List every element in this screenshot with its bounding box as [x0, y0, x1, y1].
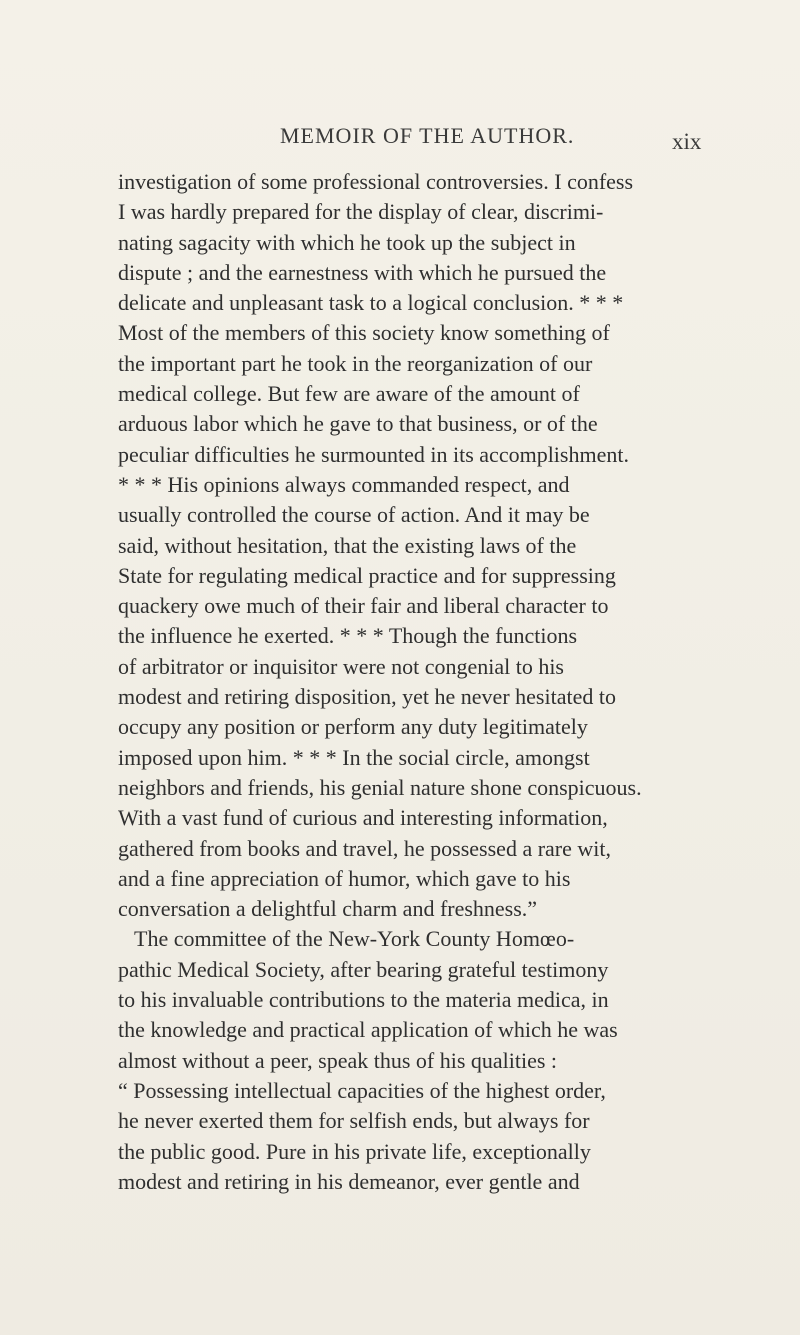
text-line: pathic Medical Society, after bearing grateful testimony	[118, 956, 609, 982]
text-line: and a fine appreciation of humor, which gave to his	[118, 865, 571, 891]
running-head	[0, 123, 800, 163]
text-line: investigation of some professional controversies. I confess	[118, 169, 634, 194]
text-line: modest and retiring disposition, yet he never hesitated to	[118, 684, 616, 710]
text-line: usually controlled the course of action. And it may be	[118, 502, 590, 528]
text-line: conversation a delightful charm and freshness.”	[118, 896, 538, 922]
text-line: I was hardly prepared for the display of clear, discrimi-	[118, 199, 604, 225]
paragraph-start-line: The committee of the New-York County Homœo-	[134, 926, 575, 952]
text-line: of arbitrator or inquisitor were not congenial to his	[118, 653, 564, 679]
text-line: the influence he exerted. * * * Though the functions	[118, 623, 578, 649]
text-line: almost without a peer, speak thus of his qualities :	[118, 1047, 558, 1073]
text-line: nating sagacity with which he took up the subject in	[118, 229, 576, 255]
text-line: neighbors and friends, his genial nature shone conspicuous.	[118, 774, 642, 800]
text-line: * * * His opinions always commanded respect, and	[118, 471, 570, 497]
text-line: he never exerted them for selfish ends, but always for	[118, 1108, 590, 1134]
text-line: With a vast fund of curious and interesting information,	[118, 805, 608, 831]
text-line: delicate and unpleasant task to a logical conclusion. * * *	[118, 290, 624, 316]
text-line: medical college. But few are aware of the amount of	[118, 381, 580, 407]
text-line: Most of the members of this society know something of	[118, 320, 610, 346]
running-head-title: MEMOIR OF THE AUTHOR.	[280, 123, 575, 148]
text-line: modest and retiring in his demeanor, ever gentle and	[118, 1168, 580, 1194]
text-line: occupy any position or perform any duty legitimately	[118, 714, 588, 740]
text-line: quackery owe much of their fair and liberal character to	[118, 593, 609, 619]
body-text	[118, 167, 712, 1257]
text-line: gathered from books and travel, he possessed a rare wit,	[118, 835, 612, 861]
text-line: dispute ; and the earnestness with which he pursued the	[118, 259, 607, 285]
text-line: the important part he took in the reorganization of our	[118, 350, 593, 376]
text-line: the public good. Pure in his private life, exceptionally	[118, 1138, 591, 1164]
text-line: peculiar difficulties he surmounted in its accomplishment.	[118, 441, 629, 467]
text-line: arduous labor which he gave to that business, or of the	[118, 411, 598, 437]
text-line: the knowledge and practical application of which he was	[118, 1017, 618, 1043]
text-line: State for regulating medical practice and for suppressing	[118, 562, 616, 588]
page-number: xix	[672, 129, 702, 154]
text-line: to his invaluable contributions to the materia medica, in	[118, 987, 609, 1013]
text-line: imposed upon him. * * * In the social circle, amongst	[118, 744, 590, 770]
text-line: said, without hesitation, that the existing laws of the	[118, 532, 577, 558]
text-line: “ Possessing intellectual capacities of the highest order,	[118, 1077, 606, 1103]
